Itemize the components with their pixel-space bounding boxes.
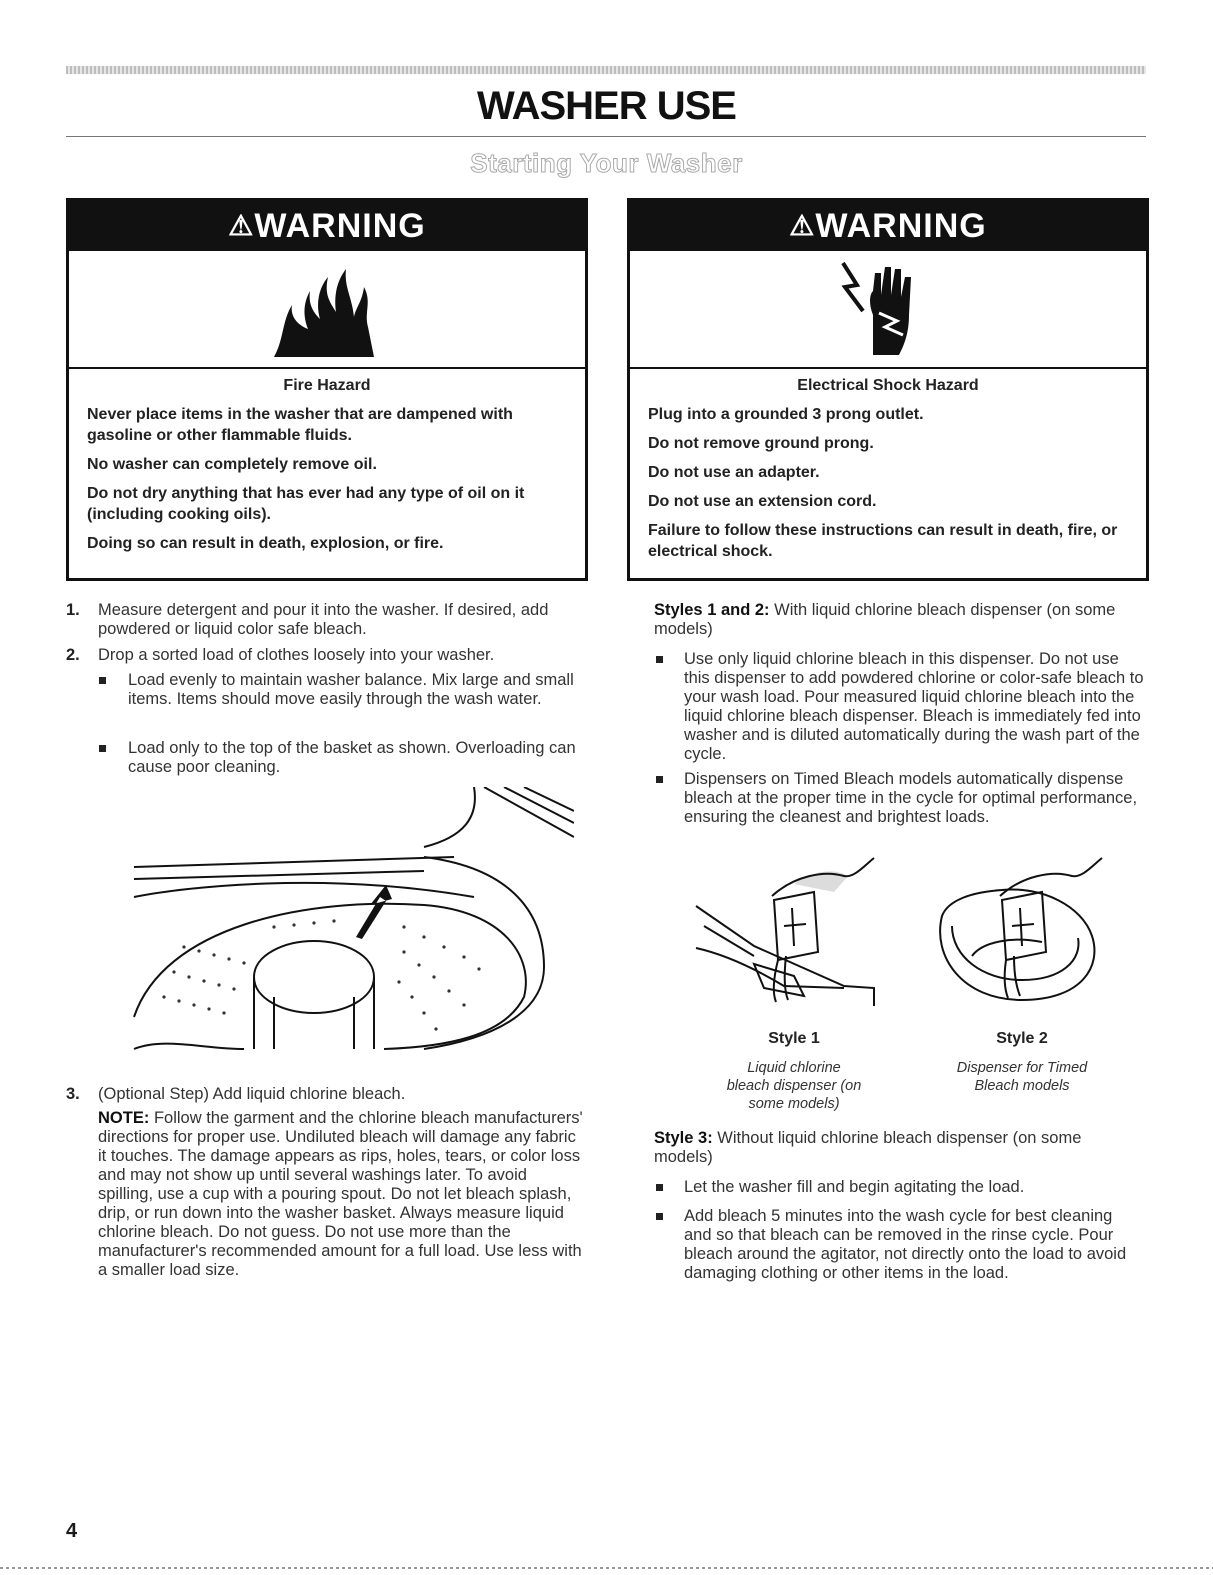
- step-number: 3.: [66, 1085, 80, 1103]
- title-rule: [66, 136, 1146, 137]
- bullet-icon: [656, 656, 663, 663]
- styles-1-2-label: Styles 1 and 2:: [654, 601, 770, 619]
- warning-triangle-icon: ⚠: [789, 210, 816, 241]
- style-1-caption: Liquid chlorine bleach dispenser (on some models): [726, 1060, 862, 1112]
- note-label: NOTE:: [98, 1109, 150, 1127]
- styles-1-2-bullet: Dispensers on Timed Bleach models automatically dispense bleach at the proper time in the cycle for optimal performance, ensuring the cleanest and brightest loads.: [684, 770, 1138, 826]
- page-title: WASHER USE: [477, 84, 736, 128]
- style-1-title: Style 1: [768, 1030, 820, 1047]
- steps-column: [66, 601, 586, 1321]
- page-number: 4: [66, 1520, 78, 1542]
- warning-line: No washer can completely remove oil.: [87, 456, 377, 473]
- bullet-icon: [99, 745, 106, 752]
- warning-line: Doing so can result in death, explosion, or fire.: [87, 535, 444, 552]
- warning-triangle-icon: ⚠: [228, 210, 255, 241]
- hazard-title: Fire Hazard: [283, 377, 371, 394]
- style-3-label: Style 3:: [654, 1129, 713, 1147]
- step-3-text: (Optional Step) Add liquid chlorine bleach.: [98, 1085, 406, 1103]
- electric-shock-icon: [630, 251, 1146, 369]
- styles-1-2-bullet: Use only liquid chlorine bleach in this dispenser. Do not use this dispenser to add powdered chlorine or color-safe bleach to your wash load. Pour measured liquid chlorine bleach into the liquid chlorine bleach dispenser. Bleach is immediately fed into washer and is diluted automatically during the wash part of the cycle.: [684, 650, 1144, 763]
- warning-line: Plug into a grounded 3 prong outlet.: [648, 406, 924, 423]
- style-3-bullet: Add bleach 5 minutes into the wash cycle for best cleaning and so that bleach can be removed in the rinse cycle. Pour bleach around the agitator, not directly onto the load to avoid damaging clothing or other items in the load.: [684, 1207, 1127, 1282]
- step-2-bullet: Load only to the top of the basket as shown. Overloading can cause poor cleaning.: [128, 739, 576, 776]
- warning-line: Do not dry anything that has ever had any type of oil on it (including cooking oils).: [87, 485, 525, 523]
- bottom-border: [0, 1567, 1213, 1569]
- section-subtitle: Starting Your Washer: [470, 148, 743, 178]
- warning-line: Never place items in the washer that are dampened with gasoline or other flammable fluids.: [87, 406, 513, 444]
- styles-1-2-intro: [654, 601, 1132, 639]
- step-2-text: Drop a sorted load of clothes loosely into your washer.: [98, 646, 495, 664]
- step-number: 1.: [66, 601, 80, 619]
- warning-line: Do not use an extension cord.: [648, 493, 877, 510]
- hazard-title: Electrical Shock Hazard: [797, 377, 979, 394]
- warning-header: ⚠WARNING: [630, 201, 1146, 251]
- bleach-column: [654, 601, 1144, 1301]
- bullet-icon: [99, 677, 106, 684]
- style-2-caption: Dispenser for Timed Bleach models: [956, 1060, 1088, 1094]
- header-band: [66, 66, 1146, 74]
- style-2-illustration: [922, 856, 1122, 1016]
- style-3-bullet: Let the washer fill and begin agitating the load.: [684, 1178, 1025, 1196]
- warning-line: Do not use an adapter.: [648, 464, 820, 481]
- warning-body: [69, 369, 585, 554]
- bullet-icon: [656, 1184, 663, 1191]
- fire-warning-box: [66, 198, 588, 581]
- washer-load-illustration: [124, 787, 574, 1059]
- style-3-text: Without liquid chlorine bleach dispenser (on some models): [654, 1129, 1082, 1166]
- warning-line: Do not remove ground prong.: [648, 435, 874, 452]
- note-text: Follow the garment and the chlorine bleach manufacturers' directions for proper use. Undiluted bleach will damage any fabric it touches. The damage appears as rips, holes, tears, or color loss and may not show up until several washings later. To avoid spilling, use a cup with a pouring spout. Do not let bleach splash, drip, or run down into the washer basket. Always measure liquid chlorine bleach. Do not guess. Do not use more than the manufacturer's recommended amount for a full load. Use less with a smaller load size.: [98, 1109, 583, 1279]
- warning-line: Failure to follow these instructions can result in death, fire, or electrical shock.: [648, 522, 1118, 560]
- shock-warning-box: [627, 198, 1149, 581]
- style-2-title: Style 2: [996, 1030, 1048, 1047]
- bullet-icon: [656, 776, 663, 783]
- step-1-text: Measure detergent and pour it into the washer. If desired, add powdered or liquid color safe bleach.: [98, 601, 549, 638]
- style-3-intro: [654, 1129, 1132, 1167]
- step-3-note: [98, 1109, 586, 1280]
- fire-icon: [69, 251, 585, 369]
- step-number: 2.: [66, 646, 80, 664]
- warning-body: [630, 369, 1146, 562]
- warning-header: ⚠WARNING: [69, 201, 585, 251]
- bullet-icon: [656, 1213, 663, 1220]
- step-2-bullet: Load evenly to maintain washer balance. Mix large and small items. Items should move easily through the wash water.: [128, 671, 574, 708]
- style-1-illustration: [694, 856, 894, 1016]
- styles-1-2-text: With liquid chlorine bleach dispenser (on some models): [654, 601, 1116, 638]
